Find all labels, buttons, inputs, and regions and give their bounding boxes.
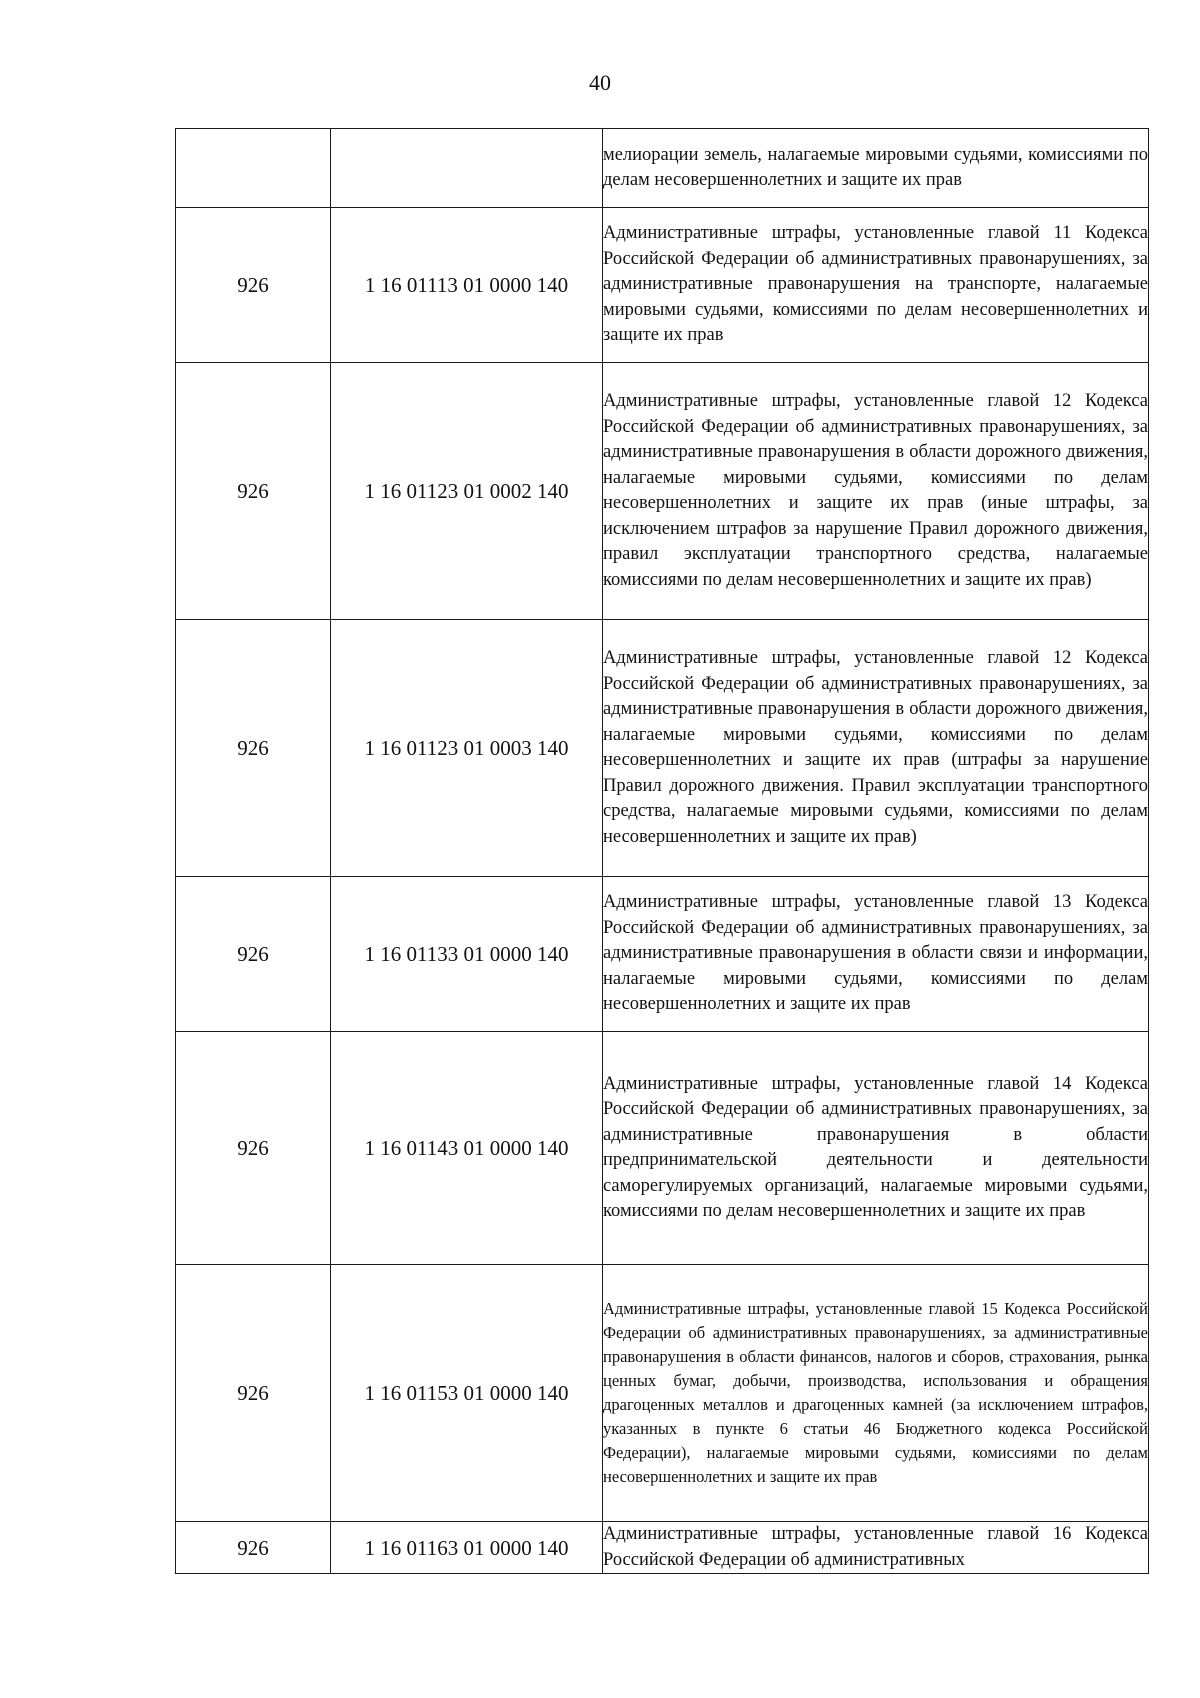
description-cell [603, 877, 1149, 1032]
budget-code-cell: 1 16 01163 01 0000 140 [331, 1522, 603, 1574]
budget-code-cell: 1 16 01153 01 0000 140 [331, 1265, 603, 1522]
administrator-code-cell [176, 129, 331, 208]
table-row [176, 1265, 1149, 1522]
table-row [176, 877, 1149, 1032]
description-cell [603, 363, 1149, 620]
description-text: Административные штрафы, установленные главой 12 Кодекса Российской Федерации об административных правонарушениях, за административные правонарушения в области дорожного движения, налагаемые мировыми судьями, комиссиями по делам несовершеннолетних и защите их прав (иные штрафы, за исключением штрафов за нарушение Правил дорожного движения, правил эксплуатации транспортного средства, налагаемые комиссиями по делам несовершеннолетних и защите их прав) [603, 391, 1148, 590]
administrator-code-cell: 926 [176, 208, 331, 363]
table-row [176, 1522, 1149, 1574]
administrator-code-cell: 926 [176, 877, 331, 1032]
description-cell [603, 129, 1149, 208]
administrator-code-cell: 926 [176, 620, 331, 877]
administrator-code-cell: 926 [176, 1032, 331, 1265]
administrator-code-cell: 926 [176, 1265, 331, 1522]
budget-code-cell: 1 16 01123 01 0003 140 [331, 620, 603, 877]
description-text: мелиорации земель, налагаемые мировыми судьями, комиссиями по делам несовершеннолетних и защите их прав [603, 144, 1148, 190]
description-text: Административные штрафы, установленные главой 16 Кодекса Российской Федерации об административных [603, 1524, 1148, 1570]
administrator-code-cell: 926 [176, 1522, 331, 1574]
table-row [176, 1032, 1149, 1265]
description-text: Административные штрафы, установленные главой 13 Кодекса Российской Федерации об административных правонарушениях, за административные правонарушения в области связи и информации, налагаемые мировыми судьями, комиссиями по делам несовершеннолетних и защите их прав [603, 892, 1148, 1015]
administrator-code-cell: 926 [176, 363, 331, 620]
description-cell [603, 208, 1149, 363]
description-cell [603, 1265, 1149, 1522]
description-text: Административные штрафы, установленные главой 15 Кодекса Российской Федерации об административных правонарушениях, за административные правонарушения в области финансов, налогов и сборов, страхования, рынка ценных бумаг, добычи, производства, использования и обращения драгоценных металлов и драгоценных камней (за исключением штрафов, указанных в пункте 6 статьи 46 Бюджетного кодекса Российской Федерации), налагаемые мировыми судьями, комиссиями по делам несовершеннолетних и защите их прав [603, 1299, 1148, 1486]
budget-code-cell [331, 129, 603, 208]
description-text: Административные штрафы, установленные главой 11 Кодекса Российской Федерации об административных правонарушениях, за административные правонарушения на транспорте, налагаемые мировыми судьями, комиссиями по делам несовершеннолетних и защите их прав [603, 223, 1148, 346]
table-row [176, 620, 1149, 877]
page-number: 40 [589, 70, 611, 95]
table-row [176, 208, 1149, 363]
budget-code-cell: 1 16 01133 01 0000 140 [331, 877, 603, 1032]
description-text: Административные штрафы, установленные главой 14 Кодекса Российской Федерации об административных правонарушениях, за административные правонарушения в области предпринимательской деятельности и деятельности саморегулируемых организаций, налагаемые мировыми судьями, комиссиями по делам несовершеннолетних и защите их прав [603, 1073, 1148, 1221]
budget-code-cell: 1 16 01143 01 0000 140 [331, 1032, 603, 1265]
description-cell [603, 1522, 1149, 1574]
table-row [176, 363, 1149, 620]
budget-classification-table [175, 128, 1149, 1574]
budget-code-cell: 1 16 01123 01 0002 140 [331, 363, 603, 620]
table-row [176, 129, 1149, 208]
description-cell [603, 1032, 1149, 1265]
budget-code-cell: 1 16 01113 01 0000 140 [331, 208, 603, 363]
description-text: Административные штрафы, установленные главой 12 Кодекса Российской Федерации об административных правонарушениях, за административные правонарушения в области дорожного движения, налагаемые мировыми судьями, комиссиями по делам несовершеннолетних и защите их прав (штрафы за нарушение Правил дорожного движения. Правил эксплуатации транспортного средства, налагаемые мировыми судьями, комиссиями по делам несовершеннолетних и защите их прав) [603, 648, 1148, 847]
description-cell [603, 620, 1149, 877]
